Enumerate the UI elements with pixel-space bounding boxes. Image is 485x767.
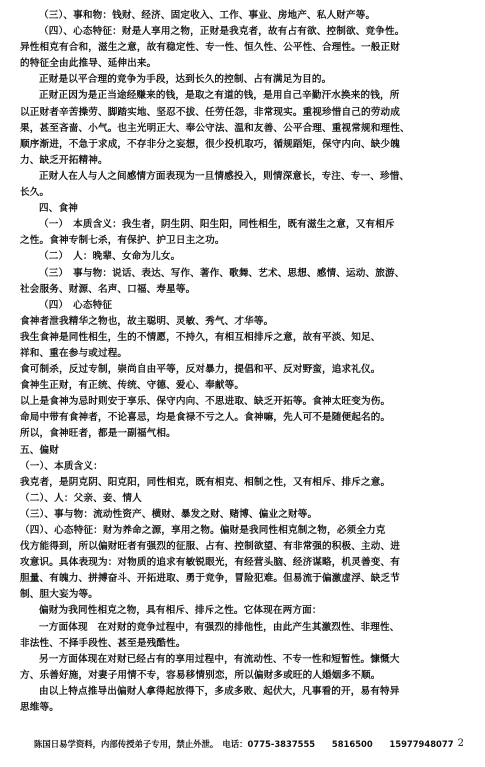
page-number: 2: [457, 738, 464, 749]
text-line: 一方面体现 在对财的竞争过程中，有强烈的排他性，由此产生其激烈性、非理性、: [39, 621, 400, 633]
text-line: 命局中带有食神者，不论喜忌，均是食禄不亏之人。食神嘛，先人可不是随便起名的。: [20, 412, 391, 424]
text-line: （四）、心态特征：财为养命之源，享用之物。偏财是我同性相克制之物，必须全力克: [20, 525, 386, 536]
text-line: 顺序渐进，不急于求成，不存非分之妄想，很少投机取巧，循规蹈矩，保守内向、缺少魄: [20, 138, 401, 150]
text-line: 食可制杀，反过专制，崇尚自由平等，反对暴力，提倡和平、反对野蛮，追求礼仪。: [20, 364, 381, 376]
text-line: 另一方面体现在对财已经占有的享用过程中，有流动性、不专一性和短暂性。慷慨大: [39, 653, 400, 665]
text-line: 果，甚至吝啬、小气。也主光明正大、奉公守法、温和友善、公平合理、重视常规和理性、: [20, 122, 410, 134]
text-line: （二） 人：晚辈、女命为儿女。: [39, 251, 181, 263]
text-line: 力、缺乏开拓精神。: [20, 154, 108, 166]
text-line: （一） 本质含义：我生者，阴生阴、阳生阳，同性相生，既有滋生之意，又有相斥: [39, 219, 395, 231]
text-line: （二）、人：父亲、妾、情人: [20, 492, 142, 504]
text-line: 五、偏财: [20, 444, 59, 456]
text-line: 长久。: [20, 187, 50, 199]
text-line: （三）、事和物：钱财、经济、固定收入、工作、事业、房地产、私人财产等。: [39, 10, 376, 21]
text-line: 思维等。: [20, 702, 59, 714]
text-line: 的特征全由此推导、延伸出来。: [20, 58, 157, 70]
text-line: 制、胆大妄为等。: [20, 589, 98, 601]
document-body: [20, 8, 467, 716]
text-line: 所以，食神旺者，都是一副福气相。: [20, 428, 176, 440]
text-line: 攻意识。具体表现为：对物质的追求有敏锐眼光，有经营头脑、经济谋略，机灵善变、有: [20, 557, 401, 569]
text-line: 食神者泄我精华之物也，故主聪明、灵敏、秀气、才华等。: [20, 315, 274, 327]
text-line: 正财是以平合理的竞争为手段，达到长久的控制、占有满足为目的。: [39, 74, 332, 86]
text-line: 以正财者辛苦操劳、脚踏实地、坚忍不拔、任劳任怨，非常现实。重视珍惜自己的劳动成: [20, 106, 401, 118]
text-line: （一）、本质含义：: [20, 460, 103, 472]
text-line: 正财正因为是正当途经赚来的钱，是取之有道的钱，是用自己辛勤汗水换来的钱，所: [39, 90, 400, 102]
text-line: 之性。食神专制七杀，有保护、护卫日主之功。: [20, 235, 225, 247]
text-line: 社会服务、财源、名声、口福、寿星等。: [20, 283, 196, 295]
text-line: 方、乐善好施，对妻子用情不专，容易移情别恋，所以偏财多或旺的人婚姻多不顺。: [20, 669, 381, 681]
text-line: （四）、心态特征：财是人享用之物，正财是我克者，故有占有欲、控制欲、竞争性。: [39, 26, 405, 38]
footer-contact-text: 陈国日易学资料，内部传授弟子专用，禁止外泄。 电话：0775-3837555 5816500 15977948077: [34, 739, 454, 749]
text-line: 偏财为我同性相克之物，具有相斥、排斥之性。它体现在两方面：: [39, 605, 322, 617]
text-line: 异性相克有合和，滋生之意，故有稳定性、专一性、恒久性、公平性、合理性。一般正财: [20, 42, 401, 54]
text-line: 四、食神: [39, 203, 78, 215]
text-line: 胆量、有魄力、拼搏奋斗、开拓进取、勇于竞争，冒险犯难。但易流于偏激虚浮、缺乏节: [20, 573, 401, 585]
text-line: 食神生正财，有正统、传统、守德、爱心、奉献等。: [20, 380, 245, 392]
text-line: 由以上特点推导出偏财人拿得起放得下，多成多败、起伏大，凡事看的开，易有特异: [39, 685, 400, 697]
page-footer: [34, 737, 464, 751]
text-line: （三） 事与物：说话、表达、写作、著作、歌舞、艺术、思想、感情、运动、旅游、: [39, 267, 405, 279]
text-line: 祥和、重在参与或过程。: [20, 347, 128, 359]
text-line: 我生食神是同性相生，生的不情愿，不持久，有相互相排斥之意，故有平淡、知足、: [20, 331, 381, 343]
text-line: （四） 心态特征: [39, 299, 113, 311]
text-line: （三）、事与物：流动性资产、横财、暴发之财、赌博、偏业之财等。: [20, 508, 318, 520]
text-line: 我克者，是阴克阴、阳克阳，同性相克，既有相克、相制之性，又有相斥、排斥之意。: [20, 476, 391, 488]
text-line: 正财人在人与人之间感情方面表现为一旦情感投入，则情深意长，专注、专一、珍惜、: [39, 170, 410, 182]
text-line: 以上是食神为忌时则安于享乐、保守内向、不思进取、缺乏开拓等。食神太旺变为伤。: [20, 396, 391, 408]
text-line: 非法性、不择手段性、甚至是残酷性。: [20, 637, 186, 649]
text-line: 伐方能得到，所以偏财旺者有强烈的征服、占有、控制欲望、有非常强的积极、主动、进: [20, 541, 401, 553]
